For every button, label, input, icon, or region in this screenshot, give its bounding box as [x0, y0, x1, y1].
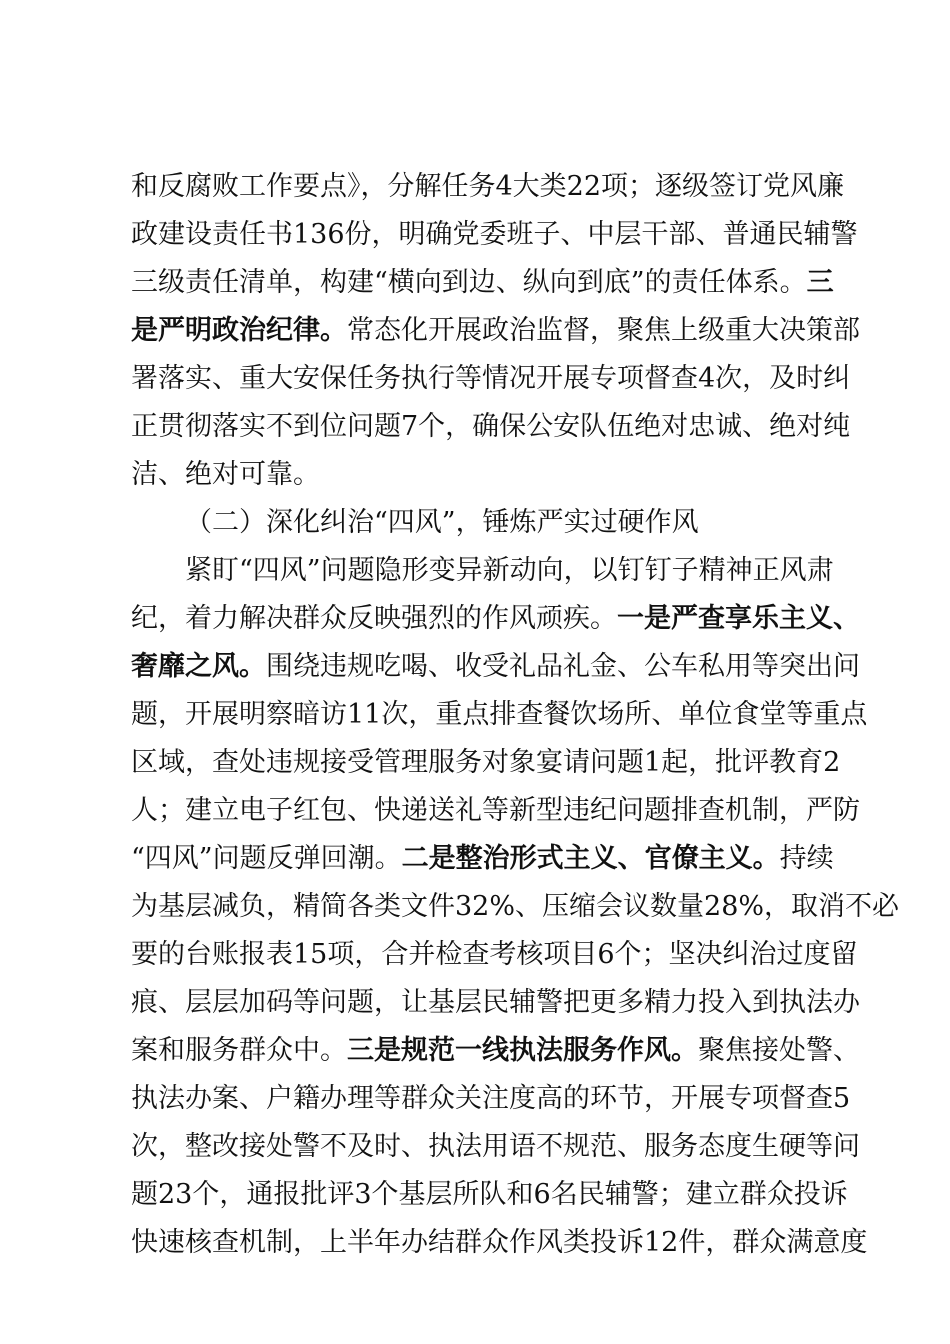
text-line	[131, 835, 834, 883]
text-line: 要的台账报表15项，合并检查考核项目6个；坚决纠治过度留	[131, 939, 858, 970]
bold-lead-in: 一是严查享乐主义、	[617, 603, 860, 634]
text-line	[131, 643, 860, 691]
text-line: 执法办案、户籍办理等群众关注度高的环节，开展专项督查5	[131, 1083, 851, 1114]
text-line	[131, 307, 860, 355]
text-line: 次，整改接处警不及时、执法用语不规范、服务态度生硬等问	[131, 1131, 860, 1162]
bold-lead-in: 奢靡之风。	[131, 651, 266, 682]
text-run: 聚焦接处警、	[698, 1035, 860, 1066]
text-line: 正贯彻落实不到位问题7个，确保公安队伍绝对忠诚、绝对纯	[131, 411, 851, 442]
text-line: 痕、层层加码等问题，让基层民辅警把更多精力投入到执法办	[131, 987, 860, 1018]
text-run: 纪，着力解决群众反映强烈的作风顽疾。	[131, 603, 617, 634]
text-line: 为基层减负，精简各类文件32%、压缩会议数量28%，取消不必	[131, 891, 900, 922]
text-line	[131, 259, 834, 307]
text-run: 三级责任清单，构建“横向到边、纵向到底”的责任体系。	[131, 267, 807, 298]
text-line: 区域，查处违规接受管理服务对象宴请问题1起，批评教育2	[131, 747, 841, 778]
text-line: 政建设责任书136份，明确党委班子、中层干部、普通民辅警	[131, 219, 858, 250]
text-line: 人；建立电子红包、快递送礼等新型违纪问题排查机制，严防	[131, 795, 860, 826]
text-line: 题23个，通报批评3个基层所队和6名民辅警；建立群众投诉	[131, 1179, 848, 1210]
text-line	[131, 595, 860, 643]
bold-lead-in: 三是规范一线执法服务作风。	[347, 1035, 698, 1066]
text-run: 案和服务群众中。	[131, 1035, 347, 1066]
text-line: 和反腐败工作要点》，分解任务4大类22项；逐级签订党风廉	[131, 171, 845, 202]
bold-lead-in: 三	[806, 267, 834, 298]
text-run: 围绕违规吃喝、收受礼品礼金、公车私用等突出问	[266, 651, 860, 682]
paragraph-first-line: 紧盯“四风”问题隐形变异新动向，以钉钉子精神正风肃	[185, 555, 834, 586]
text-run: 常态化开展政治监督，聚焦上级重大决策部	[347, 315, 860, 346]
text-run: “四风”问题反弹回潮。	[131, 843, 402, 874]
body-text	[131, 163, 900, 1267]
bold-lead-in: 是严明政治纪律。	[131, 315, 347, 346]
text-line: 快速核查机制，上半年办结群众作风类投诉12件，群众满意度	[131, 1227, 868, 1258]
text-line: 题，开展明察暗访11次，重点排查餐饮场所、单位食堂等重点	[131, 699, 868, 730]
text-line: 署落实、重大安保任务执行等情况开展专项督查4次，及时纠	[131, 363, 851, 394]
section-heading: （二）深化纠治“四风”，锤炼严实过硬作风	[185, 507, 699, 538]
text-run: 持续	[779, 843, 834, 874]
bold-lead-in: 二是整治形式主义、官僚主义。	[401, 843, 780, 874]
text-line	[131, 1027, 860, 1075]
text-line: 洁、绝对可靠。	[131, 459, 320, 490]
